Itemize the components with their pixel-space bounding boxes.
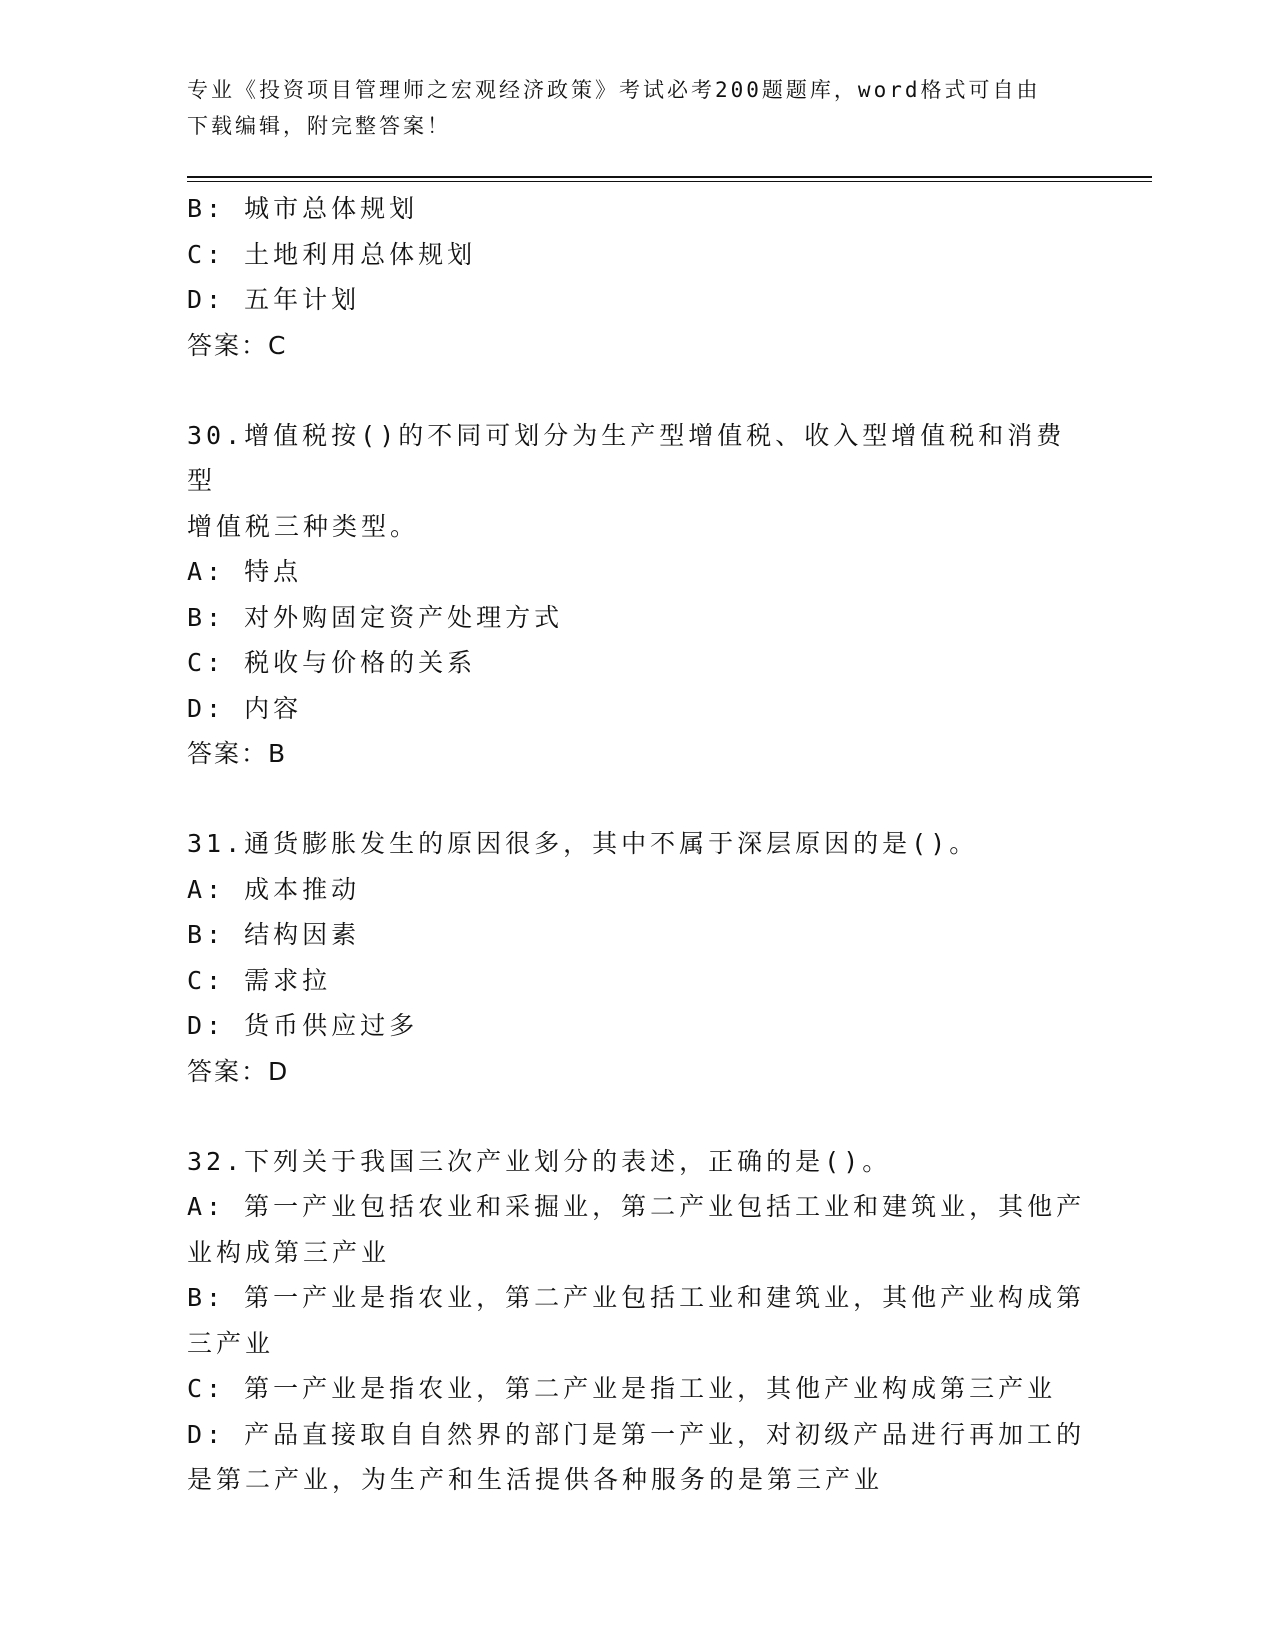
question-32 (187, 1139, 1087, 1503)
option-c: C: 土地利用总体规划 (187, 239, 477, 269)
question-stem: 30.增值税按()的不同可划分为生产型增值税、收入型增值税和消费型 (187, 420, 1066, 495)
option-a: A: 第一产业包括农业和采掘业，第二产业包括工业和建筑业，其他产 (187, 1192, 1086, 1221)
question-content (187, 186, 1087, 1503)
header-rule-thick (187, 176, 1152, 178)
option-b: B: 结构因素 (187, 920, 361, 949)
document-header (187, 72, 1067, 144)
question-29-tail (187, 186, 1087, 369)
answer-line: 答案：C (187, 330, 288, 360)
question-stem: 32.下列关于我国三次产业划分的表述，正确的是()。 (187, 1146, 892, 1176)
option-b: B: 对外购固定资产处理方式 (187, 602, 564, 632)
answer-line: 答案：D (187, 1056, 290, 1086)
option-b-cont: 三产业 (187, 1328, 275, 1358)
question-31 (187, 821, 1087, 1095)
option-c: C: 需求拉 (187, 965, 332, 995)
option-d: D: 产品直接取自自然界的部门是第一产业，对初级产品进行再加工的 (187, 1419, 1086, 1449)
option-d-cont: 是第二产业，为生产和生活提供各种服务的是第三产业 (187, 1465, 884, 1494)
question-stem: 31.通货膨胀发生的原因很多，其中不属于深层原因的是()。 (187, 829, 979, 858)
question-30 (187, 413, 1087, 778)
option-d: D: 五年计划 (187, 285, 361, 314)
option-a: A: 成本推动 (187, 874, 361, 904)
option-b: B: 城市总体规划 (187, 194, 419, 223)
question-stem-cont: 增值税三种类型。 (187, 511, 420, 541)
header-line-2: 下载编辑，附完整答案！ (187, 114, 451, 138)
header-line-1: 专业《投资项目管理师之宏观经济政策》考试必考200题题库，word格式可自由 (187, 78, 1041, 102)
option-b: B: 第一产业是指农业，第二产业包括工业和建筑业，其他产业构成第 (187, 1283, 1086, 1312)
answer-line: 答案：B (187, 739, 288, 768)
option-a: A: 特点 (187, 557, 303, 586)
option-c: C: 第一产业是指农业，第二产业是指工业，其他产业构成第三产业 (187, 1374, 1057, 1403)
option-a-cont: 业构成第三产业 (187, 1237, 391, 1267)
option-d: D: 货币供应过多 (187, 1011, 419, 1040)
option-d: D: 内容 (187, 693, 303, 723)
header-rule-thin (187, 181, 1152, 182)
option-c: C: 税收与价格的关系 (187, 648, 477, 677)
